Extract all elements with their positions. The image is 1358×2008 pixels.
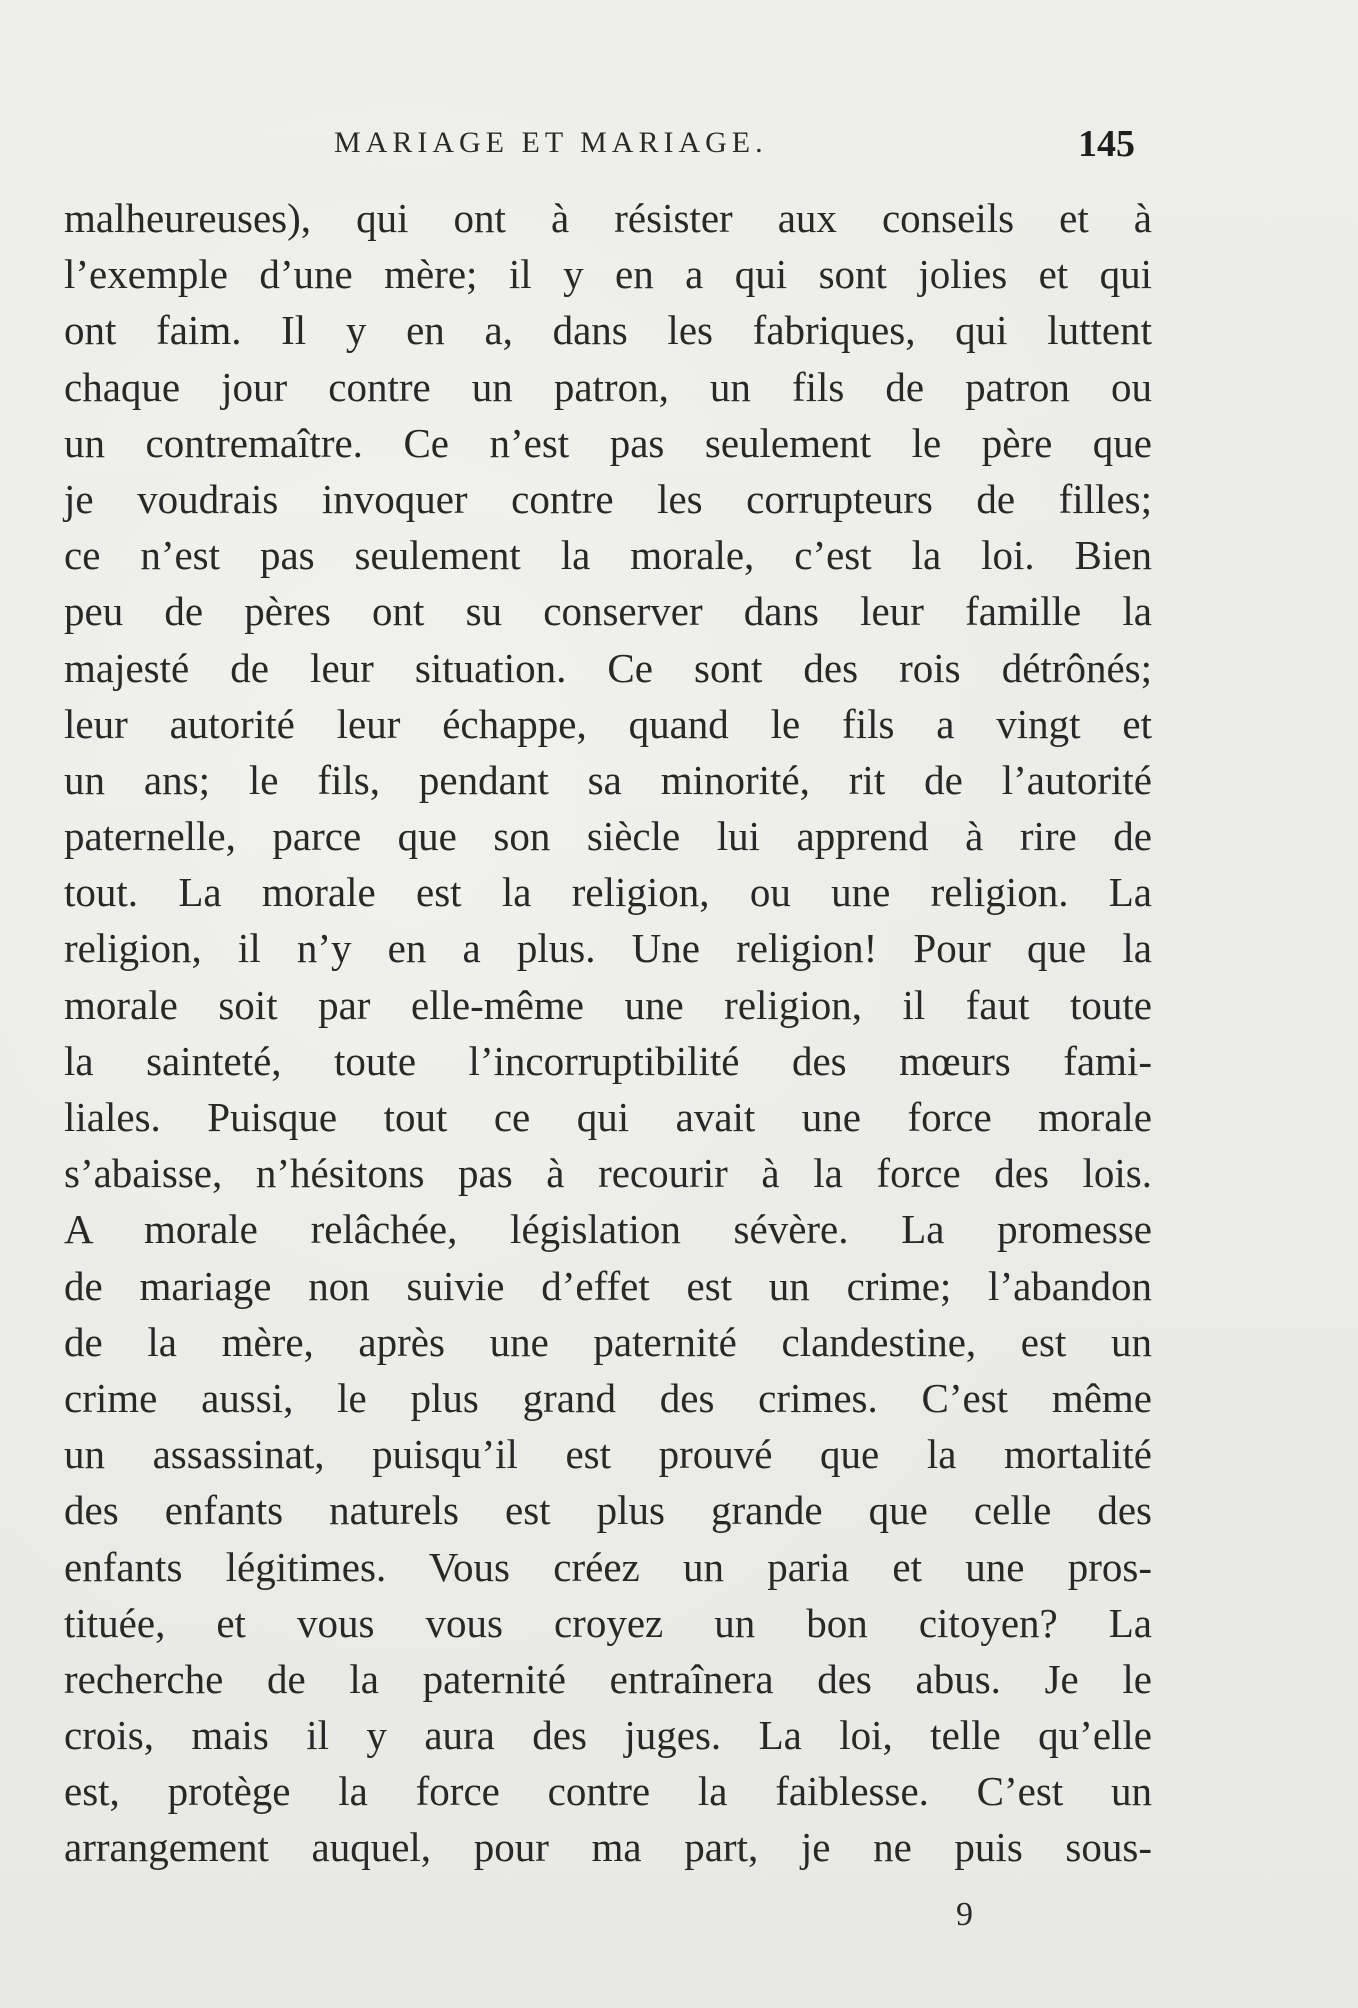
page-number: 145 (1078, 123, 1135, 165)
body-text (64, 190, 1152, 1876)
text-line: liales. Puisque tout ce qui avait une force morale (64, 1094, 1152, 1140)
text-line: crime aussi, le plus grand des crimes. C’est même (64, 1374, 1152, 1421)
text-line: un assassinat, puisqu’il est prouvé que la mortalité (64, 1431, 1152, 1478)
text-line: ce n’est pas seulement la morale, c’est la loi. Bien (64, 532, 1152, 579)
text-line: malheureuses), qui ont à résister aux conseils et à (64, 195, 1152, 241)
text-line: je voudrais invoquer contre les corrupteurs de filles; (64, 475, 1152, 522)
text-line: un contremaître. Ce n’est pas seulement le père que (64, 419, 1152, 466)
text-line: des enfants naturels est plus grande que celle des (64, 1487, 1152, 1534)
text-line: peu de pères ont su conserver dans leur famille la (64, 588, 1152, 635)
text-line: enfants légitimes. Vous créez un paria et une pros- (64, 1543, 1152, 1590)
text-line: religion, il n’y en a plus. Une religion! Pour que la (64, 925, 1152, 972)
text-line: est, protège la force contre la faiblesse. C’est un (64, 1768, 1152, 1815)
text-line: majesté de leur situation. Ce sont des rois détrônés; (64, 644, 1152, 691)
text-line: A morale relâchée, législation sévère. La promesse (64, 1206, 1152, 1253)
text-line: de mariage non suivie d’effet est un crime; l’abandon (64, 1262, 1152, 1309)
text-line: l’exemple d’une mère; il y en a qui sont jolies et qui (64, 251, 1152, 298)
text-line: un ans; le fils, pendant sa minorité, rit de l’autorité (64, 756, 1152, 803)
text-line: chaque jour contre un patron, un fils de patron ou (64, 363, 1152, 410)
text-line: morale soit par elle-même une religion, il faut toute (64, 981, 1152, 1028)
running-head (0, 122, 1358, 172)
running-title: MARIAGE ET MARIAGE. (334, 126, 768, 159)
text-line: la sainteté, toute l’incorruptibilité des mœurs fami- (64, 1037, 1152, 1084)
text-line: de la mère, après une paternité clandestine, est un (64, 1318, 1152, 1365)
text-line: tout. La morale est la religion, ou une religion. La (64, 869, 1152, 916)
text-line: recherche de la paternité entraînera des abus. Je le (64, 1655, 1152, 1702)
signature-mark: 9 (956, 1896, 973, 1933)
text-line: paternelle, parce que son siècle lui apprend à rire de (64, 813, 1152, 860)
text-line: leur autorité leur échappe, quand le fils a vingt et (64, 700, 1152, 747)
text-line: crois, mais il y aura des juges. La loi, telle qu’elle (64, 1712, 1152, 1759)
text-line: ont faim. Il y en a, dans les fabriques, qui luttent (64, 307, 1152, 354)
text-line: s’abaisse, n’hésitons pas à recourir à la force des lois. (64, 1150, 1152, 1197)
text-line: tituée, et vous vous croyez un bon citoyen? La (64, 1599, 1152, 1646)
text-line: arrangement auquel, pour ma part, je ne puis sous- (64, 1824, 1152, 1871)
